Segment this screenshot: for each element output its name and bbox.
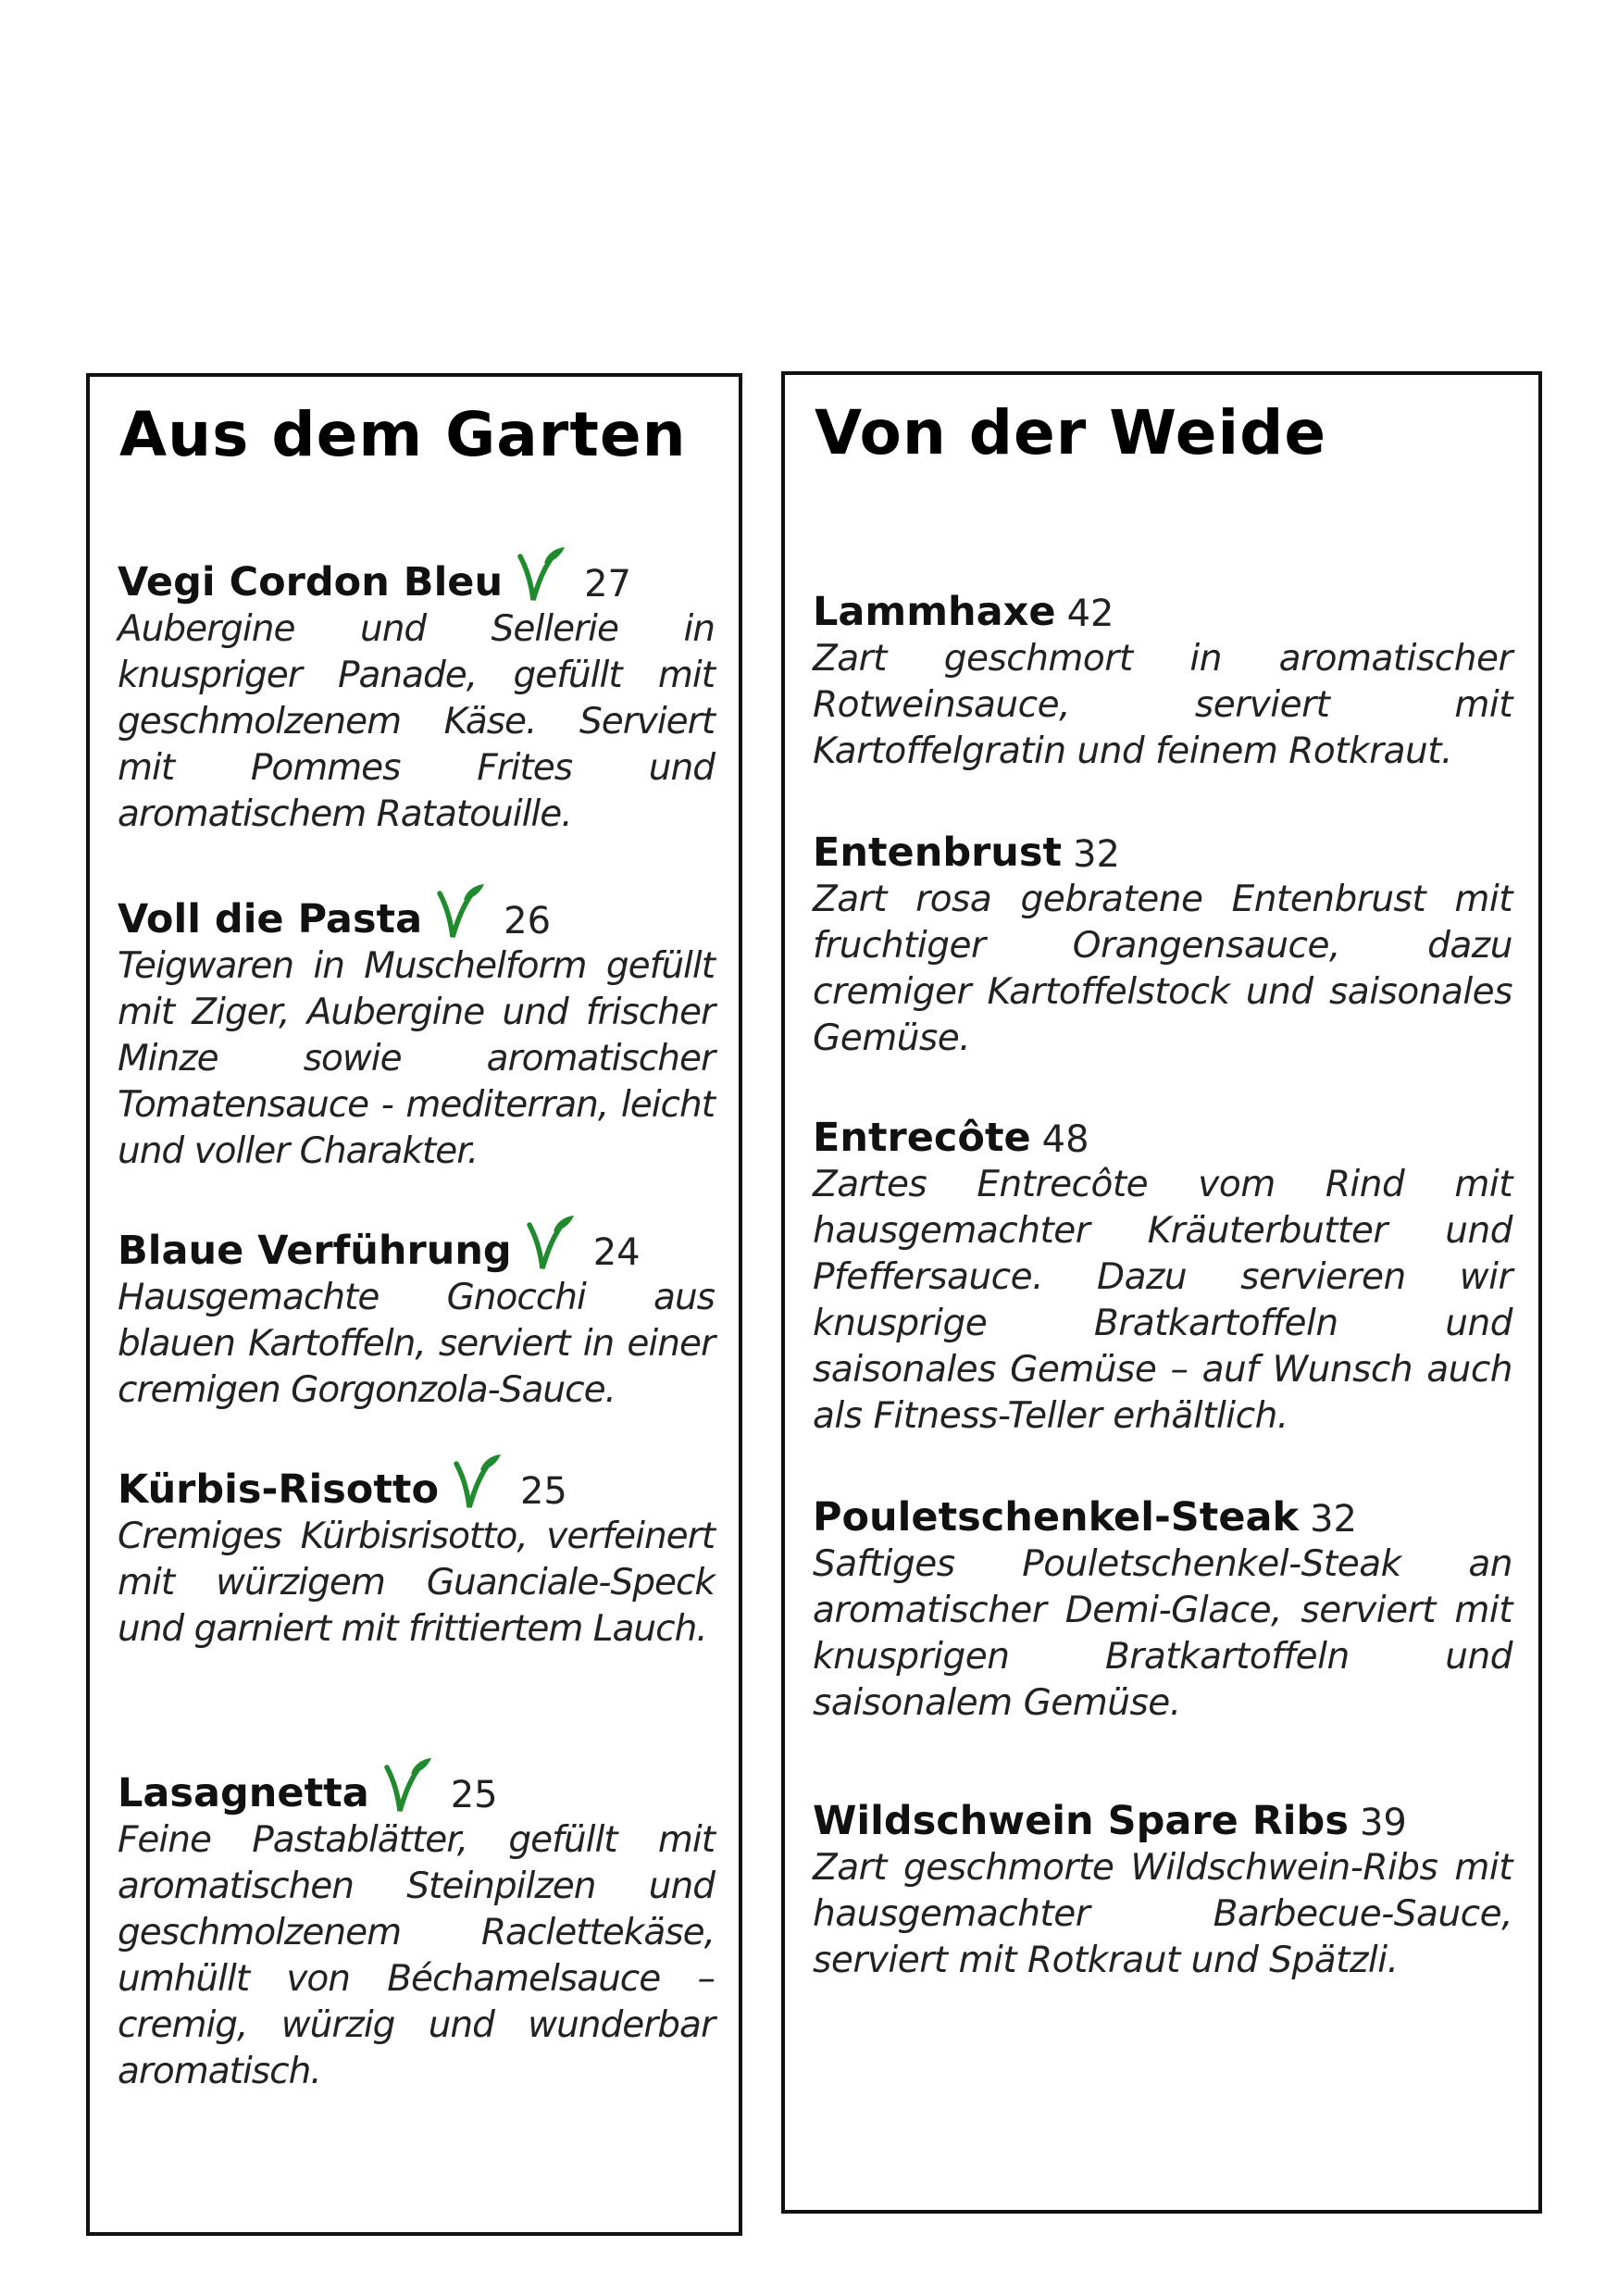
menu-section-von-der-weide bbox=[781, 371, 1542, 2214]
section-title: Von der Weide bbox=[815, 397, 1327, 468]
menu-item-lammhaxe bbox=[813, 573, 1512, 775]
menu-item-header bbox=[813, 573, 1512, 635]
menu-item-price: 48 bbox=[1041, 1118, 1089, 1161]
menu-item-price: 25 bbox=[450, 1774, 498, 1816]
menu-item-description: Zart rosa gebratene Entenbrust mit fruchtiger Orangensauce, dazu cremiger Kartoffelstock und saisonales Gemüse. bbox=[813, 879, 1512, 1059]
vegan-leaf-icon bbox=[525, 1212, 577, 1271]
menu-section-aus-dem-garten bbox=[86, 373, 742, 2236]
menu-item-header bbox=[813, 1479, 1512, 1541]
menu-item-description: Zart geschmort in aromatischer Rotweinsauce, serviert mit Kartoffelgratin und feinem Rotkraut. bbox=[813, 638, 1512, 772]
vegan-leaf-icon bbox=[435, 880, 487, 940]
menu-item-voll-die-pasta bbox=[118, 880, 715, 1175]
menu-item-price: 27 bbox=[584, 563, 631, 605]
vegan-leaf-icon bbox=[452, 1451, 504, 1510]
menu-item-price: 32 bbox=[1073, 833, 1120, 876]
menu-item-price: 42 bbox=[1066, 593, 1114, 635]
menu-item-name: Vegi Cordon Bleu bbox=[118, 559, 504, 605]
vegan-leaf-icon bbox=[516, 543, 567, 603]
menu-item-price: 25 bbox=[519, 1470, 567, 1513]
menu-item-description: Aubergine und Sellerie in knuspriger Panade, gefüllt mit geschmolzenem Käse. Serviert mit Pommes Frites und aromatischem Ratatouille. bbox=[118, 608, 715, 835]
menu-item-price: 32 bbox=[1310, 1498, 1357, 1541]
menu-item-blaue-verfuehrung bbox=[118, 1212, 715, 1414]
menu-item-name: Entenbrust bbox=[813, 830, 1063, 876]
menu-item-wildschwein-spare-ribs bbox=[813, 1782, 1512, 1984]
menu-item-name: Lasagnetta bbox=[118, 1770, 369, 1816]
menu-item-name: Wildschwein Spare Ribs bbox=[813, 1798, 1349, 1844]
menu-item-price: 39 bbox=[1359, 1802, 1407, 1844]
menu-item-header bbox=[813, 1782, 1512, 1844]
menu-item-pouletschenkel-steak bbox=[813, 1479, 1512, 1727]
menu-item-kuerbis-risotto bbox=[118, 1451, 715, 1653]
menu-item-header bbox=[118, 1451, 715, 1513]
menu-item-name: Lammhaxe bbox=[813, 589, 1056, 635]
menu-item-name: Pouletschenkel-Steak bbox=[813, 1494, 1300, 1541]
menu-item-description: Saftiges Pouletschenkel-Steak an aromatischer Demi-Glace, serviert mit knusprigen Bratkartoffeln und saisonalem Gemüse. bbox=[813, 1543, 1512, 1724]
menu-item-name: Entrecôte bbox=[813, 1115, 1031, 1161]
menu-item-header bbox=[118, 543, 715, 603]
menu-item-vegi-cordon-bleu bbox=[118, 543, 715, 838]
menu-item-description: Cremiges Kürbisrisotto, verfeinert mit würzigem Guanciale-Speck und garniert mit frittiertem Lauch. bbox=[118, 1516, 715, 1650]
menu-item-lasagnetta bbox=[118, 1754, 715, 2095]
section-title: Aus dem Garten bbox=[119, 399, 687, 470]
menu-item-header bbox=[813, 814, 1512, 876]
menu-item-name: Blaue Verführung bbox=[118, 1228, 512, 1274]
menu-item-description: Feine Pastablätter, gefüllt mit aromatischen Steinpilzen und geschmolzenem Raclettekäse, umhüllt von Béchamelsauce – cremig, würzig und wunderbar aromatisch. bbox=[118, 1819, 715, 2092]
menu-item-header bbox=[118, 1212, 715, 1274]
vegan-leaf-icon bbox=[382, 1754, 434, 1814]
menu-item-header bbox=[813, 1099, 1512, 1161]
menu-item-description: Zartes Entrecôte vom Rind mit hausgemachter Kräuterbutter und Pfeffersauce. Dazu servieren wir knusprige Bratkartoffeln und saisonales Gemüse – auf Wunsch auch als Fitness-Teller erhältlich. bbox=[813, 1164, 1512, 1437]
menu-item-header bbox=[118, 880, 715, 940]
menu-item-entrecote bbox=[813, 1099, 1512, 1440]
menu-item-description: Hausgemachte Gnocchi aus blauen Kartoffeln, serviert in einer cremigen Gorgonzola-Sauce. bbox=[118, 1277, 715, 1411]
menu-item-price: 24 bbox=[592, 1231, 641, 1274]
menu-item-description: Zart geschmorte Wildschwein-Ribs mit hausgemachter Barbecue-Sauce, serviert mit Rotkraut und Spätzli. bbox=[813, 1847, 1512, 1981]
menu-item-name: Voll die Pasta bbox=[118, 896, 423, 942]
menu-item-header bbox=[118, 1754, 715, 1814]
menu-item-description: Teigwaren in Muschelform gefüllt mit Ziger, Aubergine und frischer Minze sowie aromatischer Tomatensauce - mediterran, leicht und voller Charakter. bbox=[118, 945, 715, 1172]
menu-item-entenbrust bbox=[813, 814, 1512, 1062]
menu-item-price: 26 bbox=[504, 900, 552, 942]
menu-item-name: Kürbis-Risotto bbox=[118, 1466, 439, 1513]
